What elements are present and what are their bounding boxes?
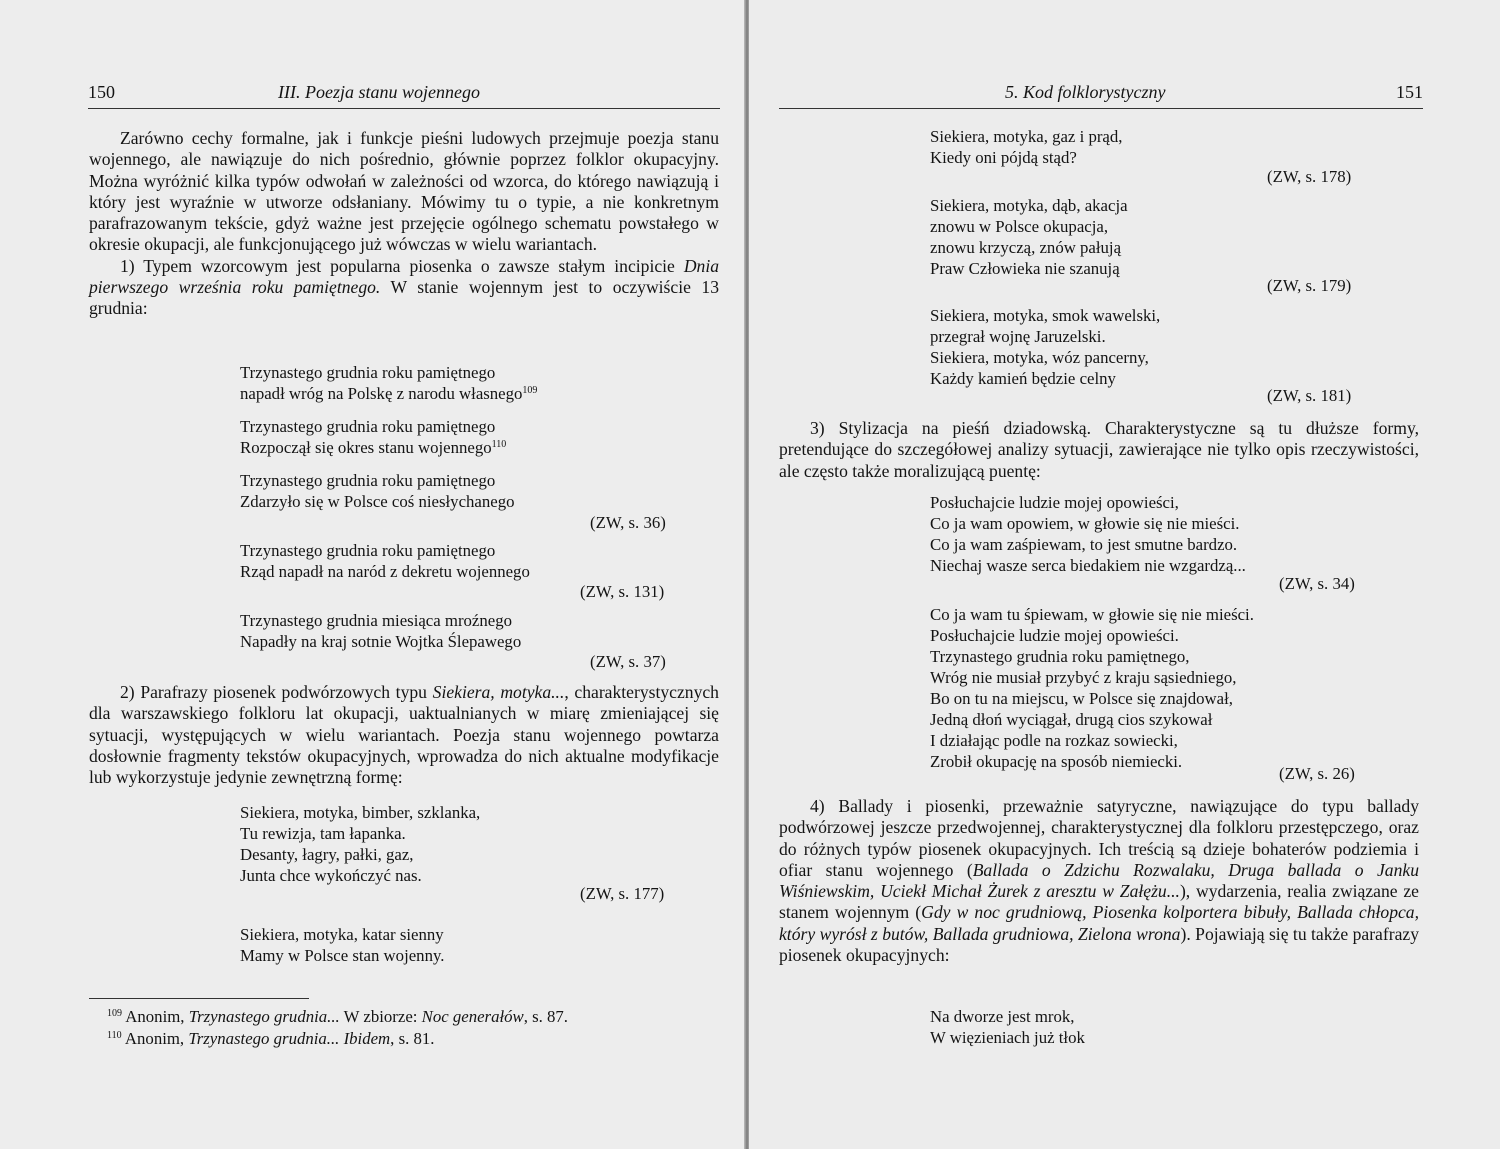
source-citation: (ZW, s. 177): [580, 884, 665, 903]
verse-line: I działając podle na rozkaz sowiecki,: [930, 731, 1178, 750]
verse-line: Posłuchajcie ludzie mojej opowieści.: [930, 626, 1179, 645]
verse-block: [240, 416, 506, 458]
source-citation: (ZW, s. 36): [590, 513, 666, 532]
verse-line: Kiedy oni pójdą stąd?: [930, 148, 1077, 167]
verse-line: Rząd napadł na naród z dekretu wojennego: [240, 562, 530, 581]
verse-line: Siekiera, motyka, dąb, akacja: [930, 196, 1128, 215]
verse-line: Siekiera, motyka, wóz pancerny,: [930, 348, 1149, 367]
source-citation: (ZW, s. 181): [1267, 386, 1352, 405]
source-citation: (ZW, s. 131): [580, 582, 665, 601]
verse-line: Siekiera, motyka, bimber, szklanka,: [240, 803, 481, 822]
verse-block: [930, 604, 1254, 772]
body-text: [89, 682, 719, 788]
verse-block: [930, 195, 1128, 279]
source-citation: (ZW, s. 179): [1267, 276, 1352, 295]
verse-line: Co ja wam opowiem, w głowie się nie mieści.: [930, 514, 1240, 533]
page-number: 150: [88, 82, 115, 102]
verse-line: Junta chce wykończyć nas.: [240, 866, 422, 885]
paragraph: 2) Parafrazy piosenek podwórzowych typu Siekiera, motyka..., charakterystycznych dla warszawskiego folkloru lat okupacji, uaktualnianych w miarę zmieniającej się sytuacji, występujących w wielu wariantach. Poezja stanu wojennego powtarza dosłownie fragmenty tekstów okupacyjnych, wprowadza do nich aktualne modyfikacje lub wykorzystuje jedynie zewnętrzną formę:: [89, 682, 719, 788]
verse-line: Co ja wam tu śpiewam, w głowie się nie mieści.: [930, 605, 1254, 624]
verse-line: Bo on tu na miejscu, w Polsce się znajdował,: [930, 689, 1233, 708]
body-text: [779, 418, 1419, 482]
verse-line: napadł wróg na Polskę z narodu własnego$^{109}$: [240, 384, 538, 403]
paragraph: Zarówno cechy formalne, jak i funkcje pieśni ludowych przejmuje poezja stanu wojennego, ale nawiązuje do nich pośrednio, głównie poprzez folklor okupacyjny. Można wyróżnić kilka typów odwołań w zależności od wzorca, do którego nawiązują i który jest wyraźnie w utworze odsłaniany. Mówimy tu o typie, a nie konkretnym parafrazowanym tekście, gdyż ważne jest przejęcie ogólnego schematu powstałego w okresie okupacji, ale funkcjonującego już wówczas w wielu wariantach.: [89, 128, 719, 255]
verse-block: [240, 802, 480, 886]
verse-line: Wróg nie musiał przybyć z kraju sąsiedniego,: [930, 668, 1237, 687]
verse-line: Co ja wam zaśpiewam, to jest smutne bardzo.: [930, 535, 1238, 554]
verse-block: [930, 305, 1160, 389]
verse-line: Napadły na kraj sotnie Wojtka Ślepawego: [240, 632, 522, 651]
footnote-110: $^{110}$ Anonim, Trzynastego grudnia... Ibidem, s. 81.: [107, 1029, 435, 1048]
verse-block: [240, 924, 444, 966]
left-page: [0, 0, 746, 1149]
verse-line: Desanty, łagry, pałki, gaz,: [240, 845, 414, 864]
running-title: 5. Kod folklorystyczny: [1005, 82, 1166, 102]
verse-line: Zdarzyło się w Polsce coś niesłychanego: [240, 492, 515, 511]
verse-line: Trzynastego grudnia roku pamiętnego: [240, 541, 496, 560]
verse-line: Siekiera, motyka, smok wawelski,: [930, 306, 1161, 325]
footnote-ref[interactable]: 109: [522, 385, 538, 396]
source-citation: (ZW, s. 34): [1279, 574, 1355, 593]
footnote-divider: [89, 998, 309, 999]
page-number: 151: [1396, 82, 1423, 102]
verse-line: Trzynastego grudnia miesiąca mroźnego: [240, 611, 512, 630]
verse-line: Siekiera, motyka, gaz i prąd,: [930, 127, 1123, 146]
footnote-109: $^{109}$ Anonim, Trzynastego grudnia... W zbiorze: Noc generałów, s. 87.: [107, 1007, 569, 1026]
verse-line: Jedną dłoń wyciągał, drugą cios szykował: [930, 710, 1213, 729]
source-citation: (ZW, s. 178): [1267, 167, 1352, 186]
verse-block: [240, 610, 521, 652]
verse-line: Na dworze jest mrok,: [930, 1007, 1075, 1026]
right-page: [749, 0, 1500, 1149]
verse-line: Posłuchajcie ludzie mojej opowieści,: [930, 493, 1179, 512]
verse-line: Niechaj wasze serca biedakiem nie wzgardzą...: [930, 556, 1246, 575]
verse-line: Zrobił okupację na sposób niemiecki.: [930, 752, 1183, 771]
verse-line: W więzieniach już tłok: [930, 1028, 1085, 1047]
verse-line: Trzynastego grudnia roku pamiętnego,: [930, 647, 1190, 666]
verse-line: znowu krzyczą, znów pałują: [930, 238, 1122, 257]
running-title: III. Poezja stanu wojennego: [278, 82, 480, 102]
paragraph: 1) Typem wzorcowym jest popularna piosenka o zawsze stałym incipicie Dnia pierwszego września roku pamiętnego. W stanie wojennym jest to oczywiście 13 grudnia:: [89, 255, 719, 319]
verse-block: [240, 540, 530, 582]
verse-block: [930, 1006, 1085, 1048]
paragraph: 4) Ballady i piosenki, przeważnie satyryczne, nawiązujące do typu ballady podwórzowej jeszcze przedwojennej, charakterystycznej dla folkloru przestępczego, oraz do różnych typów piosenek okupacyjnych. Ich treścią są dzieje bohaterów podziemia i ofiar stanu wojennego (Ballada o Zdzichu Rozwalaku, Druga ballada o Janku Wiśniewskim, Uciekł Michał Żurek z aresztu w Załężu...), wydarzenia, realia związane ze stanem wojennym (Gdy w noc grudniową, Piosenka kolportera bibuły, Ballada chłopca, który wyrósł z butów, Ballada grudniowa, Zielona wrona). Pojawiają się tu także parafrazy piosenek okupacyjnych:: [779, 796, 1420, 966]
verse-line: Tu rewizja, tam łapanka.: [240, 824, 406, 843]
paragraph: 3) Stylizacja na pieśń dziadowską. Charakterystyczne są tu dłuższe formy, pretendujące do szczegółowej analizy sytuacji, zawierające nie tylko opis rzeczywistości, ale często także moralizującą puentę:: [779, 418, 1419, 481]
body-text: [89, 128, 719, 320]
verse-block: [240, 470, 514, 512]
verse-block: [930, 492, 1246, 576]
left-page-header: [88, 78, 720, 109]
verse-line: Mamy w Polsce stan wojenny.: [240, 946, 445, 965]
source-citation: (ZW, s. 26): [1279, 764, 1355, 783]
verse-line: Praw Człowieka nie szanują: [930, 259, 1120, 278]
verse-line: Rozpoczął się okres stanu wojennego$^{110}$: [240, 438, 507, 457]
verse-line: znowu w Polsce okupacja,: [930, 217, 1109, 236]
verse-line: Trzynastego grudnia roku pamiętnego: [240, 363, 496, 382]
verse-line: Siekiera, motyka, katar sienny: [240, 925, 444, 944]
verse-block: [240, 362, 537, 404]
verse-line: Trzynastego grudnia roku pamiętnego: [240, 471, 496, 490]
footnote-ref[interactable]: 110: [491, 439, 507, 450]
verse-line: Trzynastego grudnia roku pamiętnego: [240, 417, 496, 436]
right-page-header: [779, 78, 1423, 109]
source-citation: (ZW, s. 37): [590, 652, 666, 671]
verse-line: przegrał wojnę Jaruzelski.: [930, 327, 1106, 346]
verse-block: [930, 126, 1122, 168]
body-text: [779, 796, 1419, 966]
verse-line: Każdy kamień będzie celny: [930, 369, 1116, 388]
